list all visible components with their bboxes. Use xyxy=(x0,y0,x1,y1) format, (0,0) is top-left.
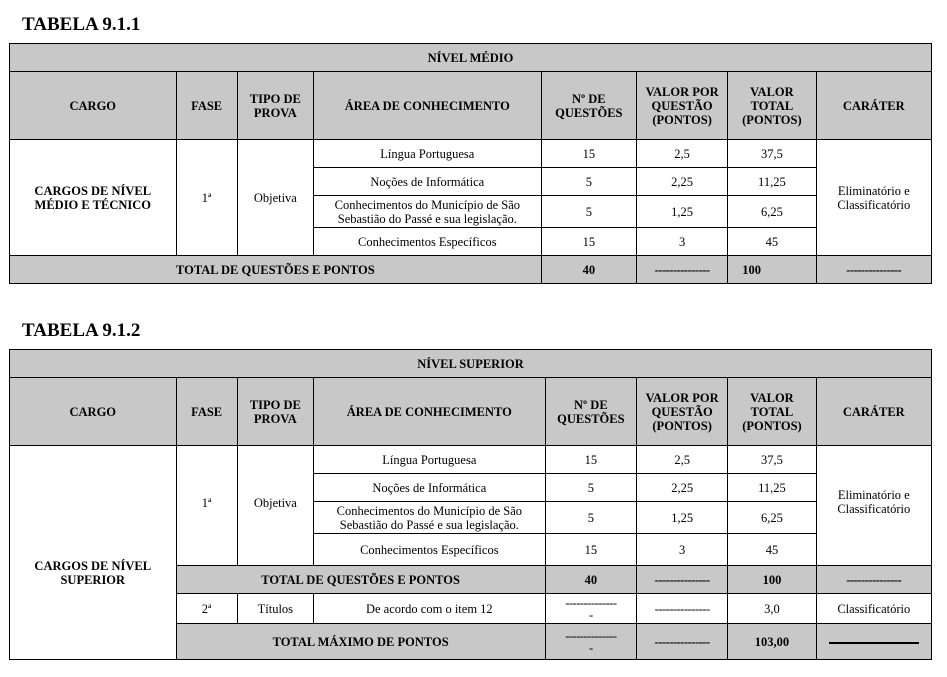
table-row: Língua Portuguesa xyxy=(313,446,545,474)
table-row: 6,25 xyxy=(728,196,816,228)
table-row: Língua Portuguesa xyxy=(313,140,541,168)
carater-cell: Eliminatório e Classificatório xyxy=(816,446,931,566)
col-cargo: CARGO xyxy=(10,72,177,140)
table-row: 1,25 xyxy=(636,196,727,228)
col-tipo: TIPO DE PROVA xyxy=(237,72,313,140)
fase-cell: 1ª xyxy=(176,140,237,256)
table-row: 2,5 xyxy=(636,140,727,168)
total-questoes: 40 xyxy=(541,256,636,284)
table-row: 5 xyxy=(541,168,636,196)
total-valor: --------------- xyxy=(637,566,728,594)
col-fase: FASE xyxy=(176,72,237,140)
table-row: 15 xyxy=(541,140,636,168)
fase2-area: De acordo com o item 12 xyxy=(313,594,545,624)
table-row: Noções de Informática xyxy=(313,168,541,196)
table-row: 6,25 xyxy=(728,502,816,534)
table-row: Noções de Informática xyxy=(313,474,545,502)
total-valor: --------------- xyxy=(636,256,727,284)
table-row: 37,5 xyxy=(728,140,816,168)
table-row: 3 xyxy=(636,228,727,256)
col-carater: CARÁTER xyxy=(816,378,931,446)
col-valor: VALOR POR QUESTÃO (PONTOS) xyxy=(637,378,728,446)
total-label: TOTAL DE QUESTÕES E PONTOS xyxy=(176,566,545,594)
solid-line xyxy=(829,642,919,644)
col-total: VALOR TOTAL (PONTOS) xyxy=(728,72,816,140)
table-nivel-superior xyxy=(9,349,932,660)
col-carater: CARÁTER xyxy=(816,72,931,140)
table-row: 3 xyxy=(637,534,728,566)
fase2-valor: --------------- xyxy=(637,594,728,624)
cargo-cell: CARGOS DE NÍVEL SUPERIOR xyxy=(10,446,177,660)
col-tipo: TIPO DE PROVA xyxy=(237,378,313,446)
table-row: 15 xyxy=(545,534,636,566)
total-carater: --------------- xyxy=(816,566,931,594)
col-questoes: Nº DE QUESTÕES xyxy=(545,378,636,446)
total-pontos: 100 xyxy=(728,566,816,594)
table-row: 11,25 xyxy=(728,474,816,502)
table-row: 5 xyxy=(545,502,636,534)
table-row: 15 xyxy=(545,446,636,474)
total-label: TOTAL DE QUESTÕES E PONTOS xyxy=(10,256,542,284)
max-valor: --------------- xyxy=(637,624,728,660)
fase2-total: 3,0 xyxy=(728,594,816,624)
table-row: Conhecimentos Específicos xyxy=(313,534,545,566)
table-row: 45 xyxy=(728,534,816,566)
col-area: ÁREA DE CONHECIMENTO xyxy=(313,378,545,446)
tipo-cell: Objetiva xyxy=(237,140,313,256)
col-fase: FASE xyxy=(176,378,237,446)
total-carater: --------------- xyxy=(816,256,931,284)
table-title-9-1-2: TABELA 9.1.2 xyxy=(22,320,141,341)
tipo-cell: Objetiva xyxy=(237,446,313,566)
table-row: 5 xyxy=(545,474,636,502)
table-row: 37,5 xyxy=(728,446,816,474)
carater-cell: Eliminatório e Classificatório xyxy=(816,140,931,256)
nivel-header: NÍVEL MÉDIO xyxy=(10,44,932,72)
max-carater xyxy=(816,624,931,660)
fase-cell: 1ª xyxy=(176,446,237,566)
table-nivel-medio xyxy=(9,43,932,284)
table-row: 2,5 xyxy=(637,446,728,474)
table-title-9-1-1: TABELA 9.1.1 xyxy=(22,14,141,35)
max-total: 103,00 xyxy=(728,624,816,660)
max-label: TOTAL MÁXIMO DE PONTOS xyxy=(176,624,545,660)
col-questoes: Nº DE QUESTÕES xyxy=(541,72,636,140)
col-valor: VALOR POR QUESTÃO (PONTOS) xyxy=(636,72,727,140)
max-questoes: -------------- - xyxy=(545,624,636,660)
nivel-header: NÍVEL SUPERIOR xyxy=(10,350,932,378)
table-row: Conhecimentos do Município de São Sebastião do Passé e sua legislação. xyxy=(313,502,545,534)
col-area: ÁREA DE CONHECIMENTO xyxy=(313,72,541,140)
table-row: 5 xyxy=(541,196,636,228)
fase2-tipo: Títulos xyxy=(237,594,313,624)
table-row: 2,25 xyxy=(636,168,727,196)
fase2-cell: 2ª xyxy=(176,594,237,624)
table-row: Conhecimentos do Município de São Sebastião do Passé e sua legislação. xyxy=(313,196,541,228)
fase2-questoes: -------------- - xyxy=(545,594,636,624)
table-row: 11,25 xyxy=(728,168,816,196)
table-row: 15 xyxy=(541,228,636,256)
total-pontos: 100 xyxy=(728,256,816,284)
table-row: Conhecimentos Específicos xyxy=(313,228,541,256)
table-row: 45 xyxy=(728,228,816,256)
table-row: 2,25 xyxy=(637,474,728,502)
fase2-carater: Classificatório xyxy=(816,594,931,624)
cargo-cell: CARGOS DE NÍVEL MÉDIO E TÉCNICO xyxy=(10,140,177,256)
total-questoes: 40 xyxy=(545,566,636,594)
col-cargo: CARGO xyxy=(10,378,177,446)
table-row: 1,25 xyxy=(637,502,728,534)
col-total: VALOR TOTAL (PONTOS) xyxy=(728,378,816,446)
